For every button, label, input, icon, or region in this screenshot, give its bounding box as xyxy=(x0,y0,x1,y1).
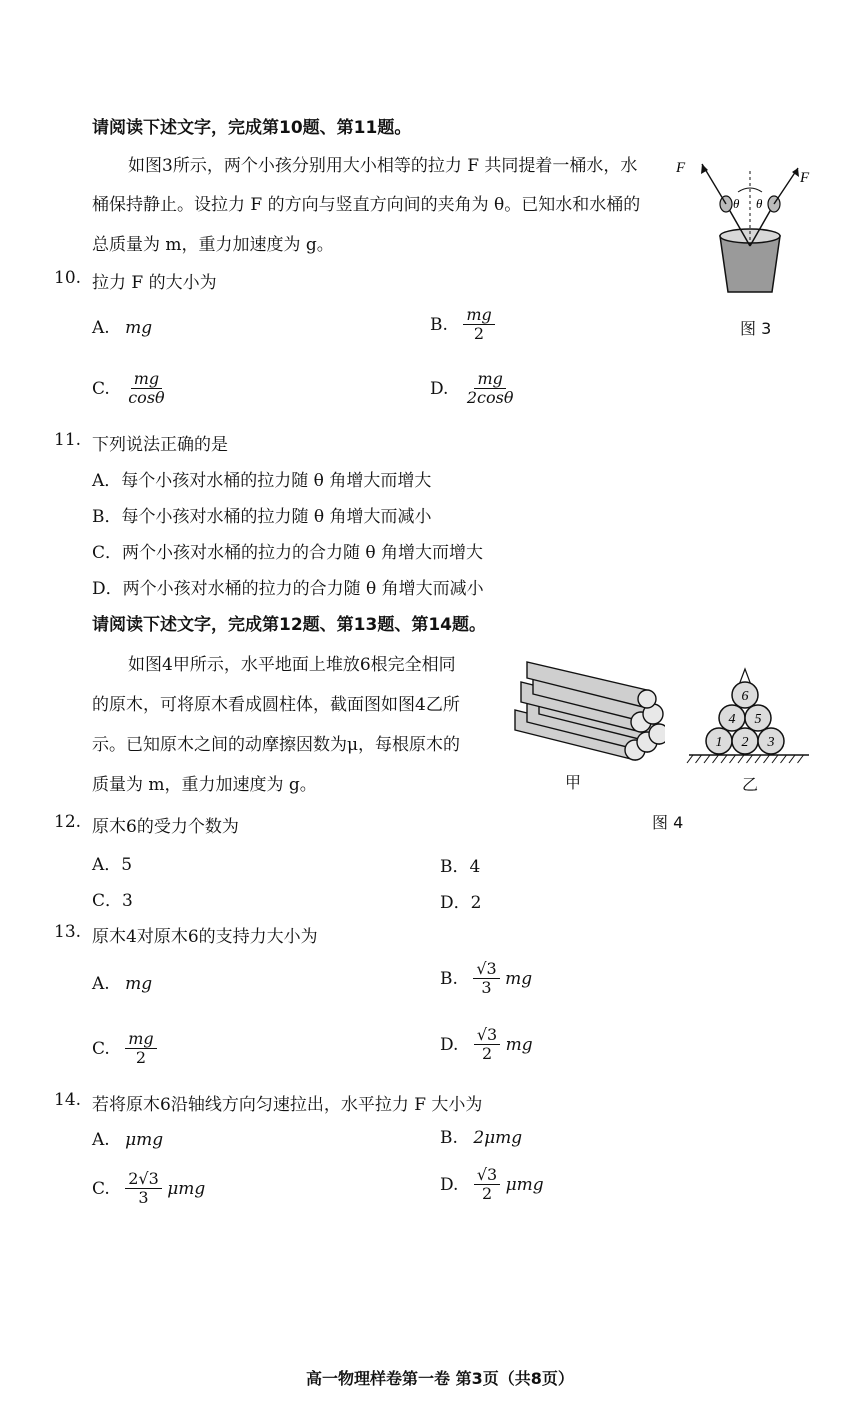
q13-option-d[interactable] xyxy=(440,1026,533,1064)
figure-4b-cross-section xyxy=(685,655,813,770)
q10-b-numerator: mg xyxy=(463,306,494,325)
q14-c-tail: μmg xyxy=(167,1178,206,1199)
q12-number: 12. xyxy=(54,812,82,832)
q10-option-c[interactable] xyxy=(92,370,168,408)
ground-hatch xyxy=(789,755,795,763)
q14-c-fraction xyxy=(125,1170,162,1208)
q14-a-label: A. xyxy=(92,1130,110,1150)
q14-option-c[interactable] xyxy=(92,1170,205,1208)
q13-c-numerator: mg xyxy=(125,1030,156,1049)
q11-option-c[interactable]: C．两个小孩对水桶的拉力的合力随 θ 角增大而增大 xyxy=(92,543,484,563)
ground-hatch xyxy=(764,755,770,763)
q12-option-c[interactable]: C．3 xyxy=(92,891,133,911)
ground-hatch xyxy=(798,755,804,763)
theta-label-right: θ xyxy=(756,196,763,211)
q14-b-label: B. xyxy=(440,1128,458,1148)
figure-4b-caption: 乙 xyxy=(742,775,759,794)
q14-d-tail: μmg xyxy=(505,1174,544,1195)
q13-option-b[interactable] xyxy=(440,960,532,998)
ground-hatch xyxy=(755,755,761,763)
q10-stem: 拉力 F 的大小为 xyxy=(92,273,217,293)
log-label-1: 1 xyxy=(715,735,723,750)
section-intro-1: 请阅读下述文字，完成第10题、第11题。 xyxy=(92,118,412,138)
q12-stem: 原木6的受力个数为 xyxy=(92,817,239,837)
passage2-line3: 示。已知原木之间的动摩擦因数为μ，每根原木的 xyxy=(92,735,461,755)
q14-c-denominator: 3 xyxy=(138,1188,149,1208)
ground-hatch xyxy=(687,755,693,763)
q11-option-d[interactable]: D．两个小孩对水桶的拉力的合力随 θ 角增大而减小 xyxy=(92,579,484,599)
q13-option-a[interactable] xyxy=(92,974,152,994)
passage1-line1: 如图3所示，两个小孩分别用大小相等的拉力 F 共同提着一桶水，水 xyxy=(128,156,638,176)
passage1-line3: 总质量为 m，重力加速度为 g。 xyxy=(92,235,334,255)
q14-b-text: 2μmg xyxy=(473,1128,523,1148)
q13-d-tail: mg xyxy=(505,1034,533,1055)
q14-option-a[interactable] xyxy=(92,1130,163,1150)
q11-option-a[interactable]: A．每个小孩对水桶的拉力随 θ 角增大而增大 xyxy=(92,471,432,491)
q13-d-numerator: √3 xyxy=(474,1026,500,1045)
q14-d-label: D. xyxy=(440,1174,459,1195)
q14-d-denominator: 2 xyxy=(481,1184,493,1204)
q10-number: 10. xyxy=(54,268,82,288)
passage2-line2: 的原木，可将原木看成圆柱体，截面图如图4乙所 xyxy=(92,695,460,715)
ground-hatch xyxy=(713,755,719,763)
passage1-line2: 桶保持静止。设拉力 F 的方向与竖直方向间的夹角为 θ。已知水和水桶的 xyxy=(92,195,641,215)
theta-label-left: θ xyxy=(733,196,740,211)
q10-c-numerator: mg xyxy=(131,370,162,389)
q12-option-b[interactable]: B．4 xyxy=(440,857,481,877)
q11-number: 11. xyxy=(54,430,82,450)
ground-hatch xyxy=(772,755,778,763)
q10-d-denominator: 2cosθ xyxy=(466,388,514,408)
q13-option-c[interactable] xyxy=(92,1030,157,1068)
q14-stem: 若将原木6沿轴线方向匀速拉出，水平拉力 F 大小为 xyxy=(92,1095,483,1115)
q14-option-b[interactable] xyxy=(440,1128,522,1148)
q13-stem: 原木4对原木6的支持力大小为 xyxy=(92,927,318,947)
q10-b-denominator: 2 xyxy=(473,324,485,344)
q14-d-fraction xyxy=(474,1166,500,1204)
figure-4-caption: 图 4 xyxy=(652,813,684,832)
ground-hatch xyxy=(730,755,736,763)
q13-d-label: D. xyxy=(440,1034,459,1055)
q14-option-d[interactable] xyxy=(440,1166,544,1204)
q13-b-tail: mg xyxy=(505,968,533,989)
q12-option-a[interactable]: A．5 xyxy=(92,855,133,875)
q10-d-label: D. xyxy=(430,378,449,399)
q13-c-denominator: 2 xyxy=(135,1048,147,1068)
q13-c-label: C. xyxy=(92,1038,110,1059)
figure-3-bucket xyxy=(668,150,818,300)
force-label-left: F xyxy=(676,160,686,176)
q14-d-numerator: √3 xyxy=(474,1166,500,1185)
ground-hatch xyxy=(781,755,787,763)
q10-c-label: C. xyxy=(92,378,110,399)
log-label-4: 4 xyxy=(728,712,736,727)
q10-b-fraction xyxy=(463,306,494,344)
q10-option-a[interactable] xyxy=(92,318,152,338)
log-label-6: 6 xyxy=(741,689,749,704)
q10-a-label: A. xyxy=(92,318,110,338)
q13-a-label: A. xyxy=(92,974,110,994)
q13-b-label: B. xyxy=(440,968,458,989)
q11-option-b[interactable]: B．每个小孩对水桶的拉力随 θ 角增大而减小 xyxy=(92,507,432,527)
q13-b-numerator: √3 xyxy=(473,960,499,979)
q10-a-text: mg xyxy=(125,318,153,338)
q10-b-label: B. xyxy=(430,314,448,335)
ground-hatch xyxy=(704,755,710,763)
q13-b-fraction xyxy=(473,960,499,998)
log-label-5: 5 xyxy=(754,712,762,727)
ground-hatch xyxy=(738,755,744,763)
q13-a-text: mg xyxy=(125,974,153,994)
ground-hatch xyxy=(696,755,702,763)
figure-4a-log-pile xyxy=(505,660,665,770)
q10-option-d[interactable] xyxy=(430,370,516,408)
passage2-line4: 质量为 m，重力加速度为 g。 xyxy=(92,775,317,795)
q14-c-label: C. xyxy=(92,1178,110,1199)
passage2-line1: 如图4甲所示，水平地面上堆放6根完全相同 xyxy=(128,655,456,675)
ground-hatch xyxy=(721,755,727,763)
q14-a-text: μmg xyxy=(125,1130,164,1150)
q13-c-fraction xyxy=(125,1030,156,1068)
q10-c-denominator: cosθ xyxy=(128,388,165,408)
q10-d-numerator: mg xyxy=(474,370,505,389)
q10-option-b[interactable] xyxy=(430,306,495,344)
log-label-2: 2 xyxy=(741,735,749,750)
q13-d-fraction xyxy=(474,1026,500,1064)
force-label-right: F xyxy=(800,170,810,186)
q13-b-denominator: 3 xyxy=(481,978,492,998)
q14-c-numerator: 2√3 xyxy=(125,1170,162,1189)
log-label-3: 3 xyxy=(767,735,775,750)
q13-number: 13. xyxy=(54,922,82,942)
ground-hatch xyxy=(747,755,753,763)
page-footer: 高一物理样卷第一卷 第3页（共8页） xyxy=(306,1369,574,1388)
q11-stem: 下列说法正确的是 xyxy=(92,435,228,455)
q13-d-denominator: 2 xyxy=(481,1044,493,1064)
q10-c-fraction xyxy=(125,370,167,408)
q14-number: 14. xyxy=(54,1090,82,1110)
q10-d-fraction xyxy=(464,370,517,408)
figure-4a-caption: 甲 xyxy=(565,773,582,792)
section-intro-2: 请阅读下述文字，完成第12题、第13题、第14题。 xyxy=(92,615,486,635)
q12-option-d[interactable]: D．2 xyxy=(440,893,482,913)
figure-3-caption: 图 3 xyxy=(740,319,772,338)
